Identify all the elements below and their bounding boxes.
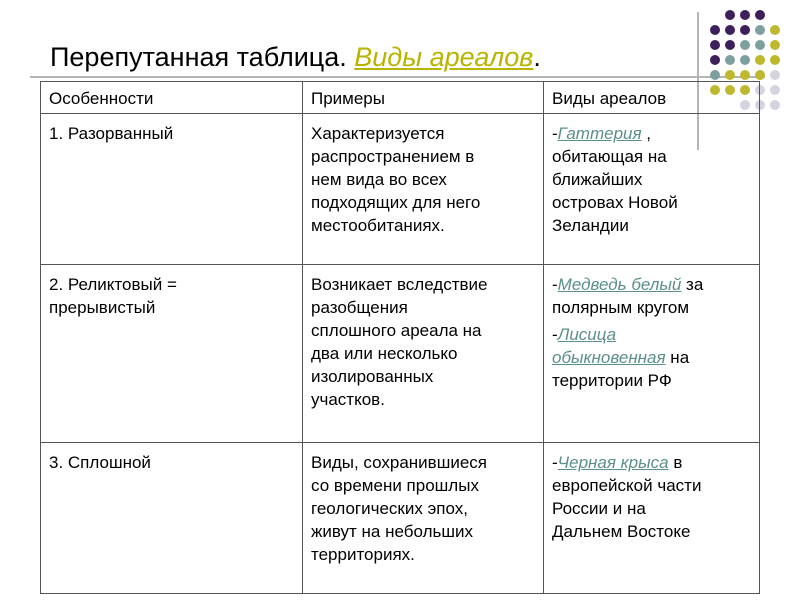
text-line: разобщения: [311, 297, 408, 317]
decorative-dot: [710, 40, 720, 50]
text-after-link: ,: [641, 124, 652, 143]
row1-area-type: [544, 114, 760, 265]
text-line: России и на: [552, 499, 646, 519]
decorative-dot: [770, 85, 780, 95]
decorative-dot: [770, 70, 780, 80]
row2-feature: [41, 264, 303, 443]
decorative-horizontal-line: [30, 76, 765, 78]
text-line: Возникает вследствие: [311, 274, 488, 294]
species-link-fox-cont[interactable]: обыкновенная: [552, 347, 666, 367]
decorative-dot: [755, 10, 765, 20]
text-line: островах Новой: [552, 193, 678, 212]
decorative-dot: [770, 100, 780, 110]
text-line: [552, 451, 751, 474]
text-line: территориях.: [311, 545, 415, 565]
text-line: [552, 122, 751, 145]
decorative-dot: [770, 40, 780, 50]
header-area-types: Виды ареалов: [544, 82, 760, 114]
decorative-dot: [755, 40, 765, 50]
decorative-dot: [740, 10, 750, 20]
decorative-dot: [725, 55, 735, 65]
text-line: [552, 346, 751, 369]
decorative-dot: [770, 25, 780, 35]
decorative-dot: [725, 70, 735, 80]
decorative-dot: [710, 55, 720, 65]
row3-feature: 3. Сплошной: [41, 443, 303, 594]
text-line: территории РФ: [552, 370, 672, 390]
areas-table: [40, 81, 760, 594]
decorative-dot: [755, 55, 765, 65]
table-row: [41, 114, 760, 265]
text-line: [552, 323, 751, 346]
text-line: сплошного ареала на: [311, 320, 482, 340]
title-end: .: [533, 42, 541, 72]
decorative-dot: [755, 70, 765, 80]
text-line: Дальнем Востоке: [552, 522, 691, 542]
decorative-dot: [725, 25, 735, 35]
text-line: европейской части: [552, 476, 702, 496]
text-line: распространением в: [311, 147, 475, 166]
text-line: прерывистый: [49, 297, 156, 317]
text-line: два или несколько: [311, 343, 458, 363]
text-line: обитающая на: [552, 147, 667, 166]
decorative-dot: [755, 25, 765, 35]
text-line: со времени прошлых: [311, 476, 479, 496]
species-link-tuatara[interactable]: Гаттерия: [557, 124, 642, 143]
row2-example: [303, 264, 544, 443]
text-line: подходящих для него: [311, 193, 481, 212]
text-line: участков.: [311, 389, 385, 409]
row3-area-type: [544, 443, 760, 594]
row2-area-type: [544, 264, 760, 443]
slide-title: [50, 42, 541, 73]
header-features: Особенности: [41, 82, 303, 114]
species-link-black-rat[interactable]: Черная крыса: [557, 453, 669, 473]
header-examples: Примеры: [303, 82, 544, 114]
table-row: [41, 264, 760, 443]
text-line: Характеризуется: [311, 124, 445, 143]
text-after-link: в: [668, 453, 683, 473]
decorative-dot: [740, 55, 750, 65]
text-line: 2. Реликтовый =: [49, 274, 177, 294]
title-main: Перепутанная таблица.: [50, 42, 347, 72]
decorative-dot: [740, 40, 750, 50]
row1-example: [303, 114, 544, 265]
title-link[interactable]: Виды ареалов: [354, 42, 534, 72]
text-line: Зеландии: [552, 216, 629, 235]
decorative-dot: [725, 40, 735, 50]
decorative-dot: [710, 70, 720, 80]
text-line: Виды, сохранившиеся: [311, 453, 487, 473]
text-line: местообитаниях.: [311, 216, 445, 235]
text-line: ближайших: [552, 170, 643, 189]
decorative-dot: [710, 25, 720, 35]
dash: -: [552, 324, 558, 344]
species-link-polar-bear[interactable]: Медведь белый: [557, 274, 682, 294]
row3-example: [303, 443, 544, 594]
text-line: изолированных: [311, 366, 434, 386]
text-line: нем вида во всех: [311, 170, 447, 189]
text-line: полярным кругом: [552, 297, 690, 317]
row1-feature: 1. Разорванный: [41, 114, 303, 265]
text-line: [552, 273, 751, 296]
decorative-dot: [770, 55, 780, 65]
species-link-fox[interactable]: Лисица: [557, 324, 617, 344]
dash: -: [552, 274, 558, 294]
text-line: геологических эпох,: [311, 499, 468, 519]
text-after-link: на: [665, 347, 690, 367]
decorative-dot: [740, 25, 750, 35]
table-row: [41, 443, 760, 594]
dash: -: [552, 124, 558, 143]
dash: -: [552, 453, 558, 473]
table-header-row: [41, 82, 760, 114]
decorative-dot: [740, 70, 750, 80]
text-line: живут на небольших: [311, 522, 473, 542]
text-after-link: за: [681, 274, 704, 294]
decorative-dot: [725, 10, 735, 20]
